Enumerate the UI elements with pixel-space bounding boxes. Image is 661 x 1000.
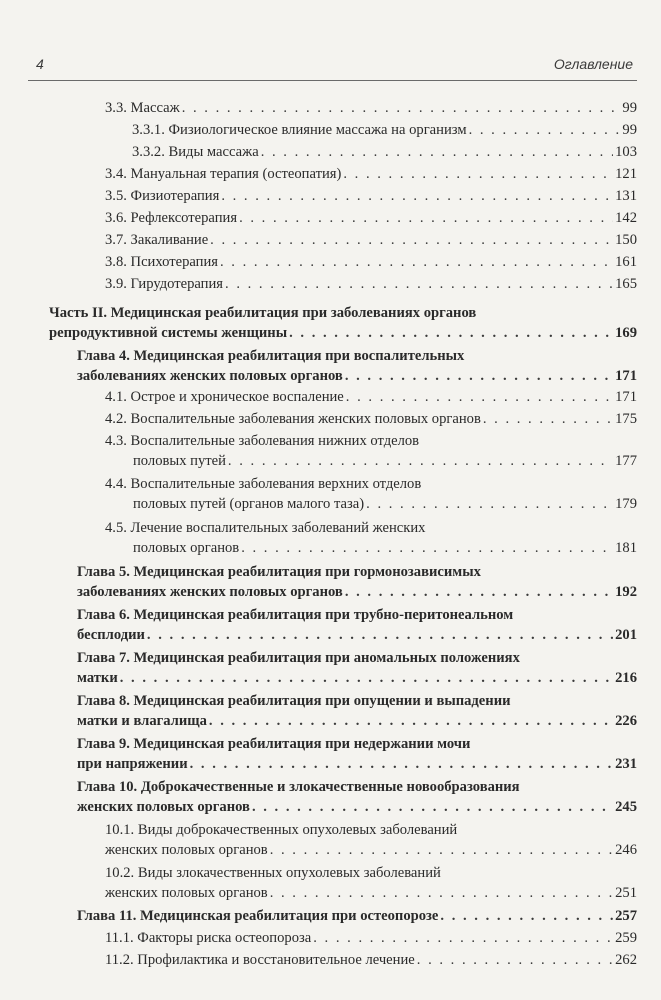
entry-page: 99 — [622, 122, 637, 138]
entry-page: 175 — [615, 411, 637, 427]
toc-chapter — [77, 648, 637, 688]
entry-title: 4.1. Острое и хроническое воспаление — [105, 389, 344, 405]
entry-title: половых путей — [133, 453, 226, 469]
toc-chapter — [77, 906, 637, 926]
header-rule — [28, 80, 637, 81]
running-title: Оглавление — [553, 56, 633, 72]
entry-page: 103 — [615, 144, 637, 160]
dot-leader — [239, 208, 613, 228]
toc-entry — [105, 208, 637, 228]
entry-title-line1: 10.2. Виды злокачественных опухолевых заболеваний — [105, 865, 441, 881]
entry-page: 226 — [615, 713, 637, 729]
dot-leader — [289, 323, 613, 343]
entry-page: 171 — [615, 368, 637, 384]
entry-page: 161 — [615, 254, 637, 270]
toc-entry — [105, 928, 637, 948]
entry-page: 131 — [615, 188, 637, 204]
entry-title: 3.3.1. Физиологическое влияние массажа на организм — [132, 122, 467, 138]
entry-page: 245 — [615, 799, 637, 815]
entry-title: 3.7. Закаливание — [105, 232, 209, 248]
entry-title: Глава 11. Медицинская реабилитация при остеопорозе — [77, 908, 439, 924]
entry-title-line1: Часть II. Медицинская реабилитация при заболеваниях органов — [49, 305, 477, 321]
toc-entry — [105, 863, 637, 903]
entry-title-line1: Глава 9. Медицинская реабилитация при недержании мочи — [77, 736, 471, 752]
entry-title: половых путей (органов малого таза) — [133, 496, 365, 512]
entry-title: 4.2. Воспалительные заболевания женских половых органов — [105, 411, 481, 427]
entry-title: 3.5. Физиотерапия — [105, 188, 220, 204]
entry-title: 11.1. Факторы риска остеопороза — [105, 930, 312, 946]
toc-entry — [105, 274, 637, 294]
entry-page: 150 — [615, 232, 637, 248]
toc-entry — [105, 98, 637, 118]
toc-entry — [105, 950, 637, 970]
entry-title-line1: 4.3. Воспалительные заболевания нижних отделов — [105, 433, 420, 449]
toc-chapter — [77, 734, 637, 774]
dot-leader — [252, 797, 613, 817]
entry-page: 169 — [615, 325, 637, 341]
entry-title-line1: 4.4. Воспалительные заболевания верхних отделов — [105, 476, 422, 492]
running-header — [28, 56, 637, 80]
entry-title: женских половых органов — [105, 885, 268, 901]
entry-title: 3.3. Массаж — [105, 100, 180, 116]
entry-page: 201 — [615, 627, 637, 643]
toc-entry — [105, 252, 637, 272]
entry-title: при напряжении — [77, 756, 188, 772]
toc-entry — [105, 164, 637, 184]
dot-leader — [120, 668, 613, 688]
dot-leader — [225, 274, 613, 294]
entry-page: 231 — [615, 756, 637, 772]
entry-page: 192 — [615, 584, 637, 600]
entry-title: бесплодии — [77, 627, 145, 643]
toc-entry — [132, 142, 637, 162]
entry-title: 3.8. Психотерапия — [105, 254, 218, 270]
entry-page: 121 — [615, 166, 637, 182]
entry-title: 3.4. Мануальная терапия (остеопатия) — [105, 166, 342, 182]
entry-title-line1: Глава 6. Медицинская реабилитация при трубно-перитонеальном — [77, 607, 514, 623]
toc-entry — [132, 120, 637, 140]
entry-page: 251 — [615, 885, 637, 901]
entry-title-line1: 10.1. Виды доброкачественных опухолевых заболеваний — [105, 822, 458, 838]
entry-title-line1: 4.5. Лечение воспалительных заболеваний женских — [105, 520, 426, 536]
toc-entry — [105, 518, 637, 558]
toc-chapter — [77, 777, 637, 817]
entry-page: 181 — [615, 540, 637, 556]
toc-entry — [105, 820, 637, 860]
toc-chapter — [77, 605, 637, 645]
dot-leader — [209, 711, 613, 731]
dot-leader — [343, 164, 613, 184]
dot-leader — [270, 840, 613, 860]
dot-leader — [440, 906, 613, 926]
entry-page: 142 — [615, 210, 637, 226]
entry-title-line1: Глава 8. Медицинская реабилитация при опущении и выпадении — [77, 693, 511, 709]
entry-title: женских половых органов — [77, 799, 250, 815]
page-number: 4 — [36, 56, 44, 72]
entry-title: матки — [77, 670, 118, 686]
dot-leader — [313, 928, 613, 948]
dot-leader — [241, 538, 613, 558]
entry-title: половых органов — [133, 540, 240, 556]
dot-leader — [483, 409, 613, 429]
entry-title-line1: Глава 4. Медицинская реабилитация при воспалительных — [77, 348, 465, 364]
dot-leader — [261, 142, 613, 162]
dot-leader — [228, 451, 613, 471]
entry-title: матки и влагалища — [77, 713, 207, 729]
entry-page: 262 — [615, 952, 637, 968]
entry-title: 3.3.2. Виды массажа — [132, 144, 259, 160]
entry-page: 171 — [615, 389, 637, 405]
toc-chapter — [77, 346, 637, 386]
entry-page: 179 — [615, 496, 637, 512]
entry-title: заболеваниях женских половых органов — [77, 584, 343, 600]
dot-leader — [345, 366, 613, 386]
entry-page: 257 — [615, 908, 637, 924]
dot-leader — [210, 230, 613, 250]
dot-leader — [417, 950, 613, 970]
entry-title: 11.2. Профилактика и восстановительное лечение — [105, 952, 415, 968]
dot-leader — [469, 120, 621, 140]
entry-title: 3.6. Рефлексотерапия — [105, 210, 238, 226]
entry-title-line1: Глава 10. Доброкачественные и злокачественные новообразования — [77, 779, 520, 795]
dot-leader — [147, 625, 613, 645]
toc-entry — [105, 387, 637, 407]
entry-page: 177 — [615, 453, 637, 469]
entry-page: 99 — [622, 100, 637, 116]
dot-leader — [221, 186, 613, 206]
entry-title: репродуктивной системы женщины — [49, 325, 288, 341]
toc-entry — [105, 409, 637, 429]
entry-title-line1: Глава 7. Медицинская реабилитация при аномальных положениях — [77, 650, 520, 666]
toc-entry — [105, 186, 637, 206]
entry-page: 165 — [615, 276, 637, 292]
dot-leader — [346, 387, 613, 407]
entry-page: 246 — [615, 842, 637, 858]
dot-leader — [345, 582, 613, 602]
dot-leader — [270, 883, 613, 903]
toc-chapter — [77, 691, 637, 731]
entry-title: женских половых органов — [105, 842, 268, 858]
toc-part — [49, 303, 637, 343]
toc-chapter — [77, 562, 637, 602]
entry-title: заболеваниях женских половых органов — [77, 368, 343, 384]
entry-title: 3.9. Гирудотерапия — [105, 276, 224, 292]
dot-leader — [220, 252, 613, 272]
dot-leader — [190, 754, 614, 774]
toc-entry — [105, 474, 637, 514]
toc-entry — [105, 230, 637, 250]
entry-page: 216 — [615, 670, 637, 686]
toc-entry — [105, 431, 637, 471]
entry-title-line1: Глава 5. Медицинская реабилитация при гормонозависимых — [77, 564, 481, 580]
entry-page: 259 — [615, 930, 637, 946]
dot-leader — [366, 494, 613, 514]
dot-leader — [182, 98, 621, 118]
